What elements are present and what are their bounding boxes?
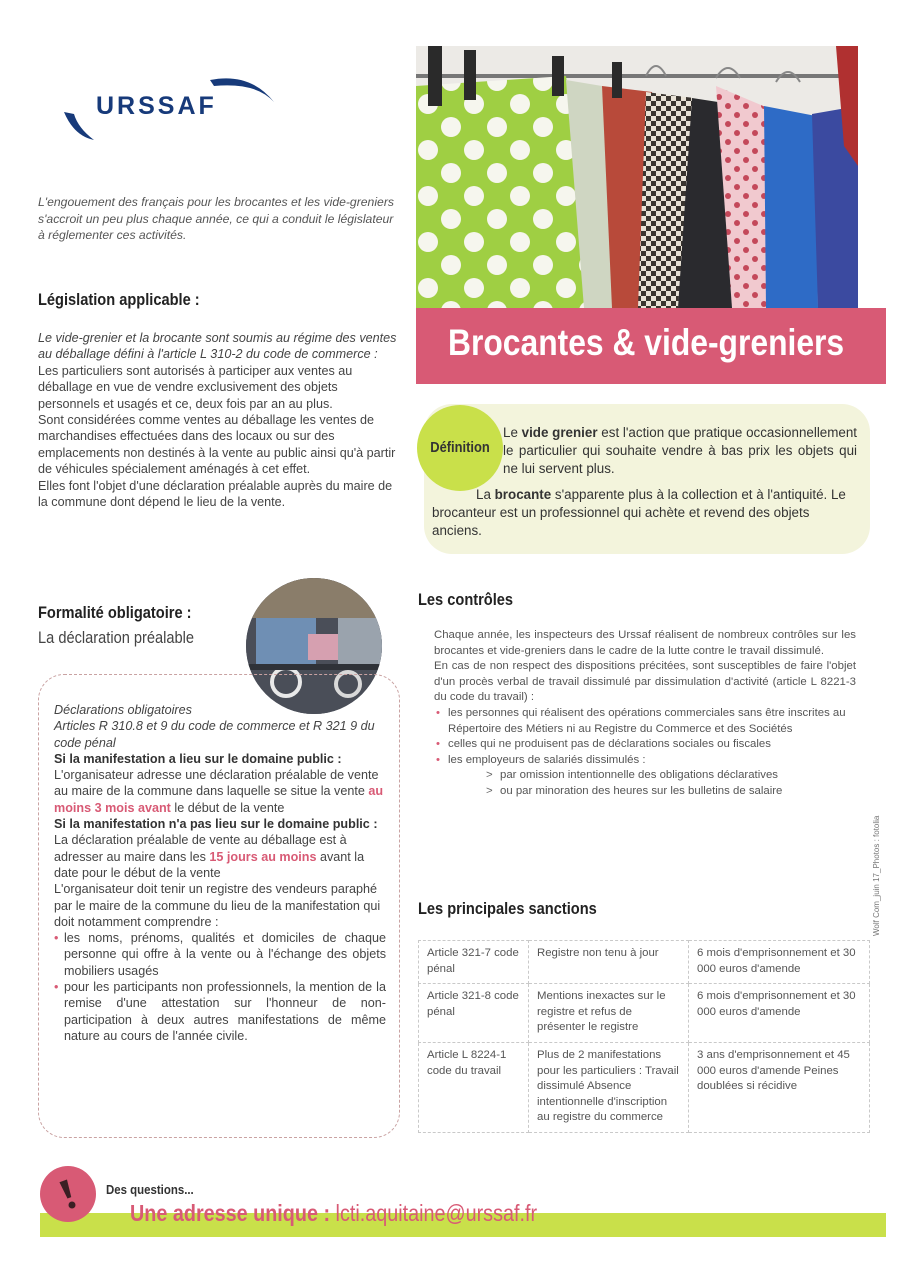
list-item: • pour les participants non professionnels, la mention de la remise d'une attestation sur l'honneur de non-participation à deux autres manifestations de même nature au cours de l'année civile. [54, 979, 386, 1044]
formalite-body [54, 702, 386, 1044]
sanction-article: Article 321-8 code pénal [419, 984, 529, 1043]
nonpublic-deadline: 15 jours au moins [209, 849, 317, 864]
contact-email-link[interactable]: lcti.aquitaine@urssaf.fr [335, 1200, 538, 1226]
def-text: Le [503, 425, 522, 440]
registre-text: L'organisateur doit tenir un registre des vendeurs paraphé par le maire de la commune du lieu de la manifestation qui doit notamment comprendre : [54, 882, 381, 929]
definition-label: Définition [430, 439, 490, 456]
footer-address [130, 1200, 537, 1227]
formalite-subheading: La déclaration préalable [38, 628, 195, 647]
definition-badge [417, 405, 503, 491]
table-row [419, 984, 870, 1043]
nonpublic-text-a: La déclaration préalable de vente au déballage est à adresser au maire dans les [54, 833, 347, 864]
definition-brocante [432, 486, 858, 540]
sanction-motif: Registre non tenu à jour [529, 941, 689, 984]
sanction-article: Article 321-7 code pénal [419, 941, 529, 984]
public-heading: Si la manifestation a lieu sur le domaine public : [54, 751, 342, 766]
list-item: • celles qui ne produisent pas de déclarations sociales ou fiscales [434, 737, 856, 753]
sanction-peine: 3 ans d'emprisonnement et 45 000 euros d'amende Peines doublées si récidive [689, 1042, 870, 1132]
public-text-a: L'organisateur adresse une déclaration préalable de vente au maire de la commune dans laquelle se situe la vente [54, 768, 379, 799]
formalite-heading: Formalité obligatoire : [38, 603, 192, 622]
nonpublic-text-b: avant la date pour le début de la vente [54, 849, 365, 880]
table-row [419, 1042, 870, 1132]
title-band [416, 308, 886, 384]
def-term: brocante [494, 487, 552, 502]
definition-vide-grenier [503, 424, 857, 478]
legislation-p3: Elles font l'objet d'une déclaration préalable auprès du maire de la commune dont dépend le lieu de la vente. [38, 478, 393, 510]
list-item: • les personnes qui réalisent des opérations commerciales sans être inscrites au Répertoire des Métiers ni au Registre du Commerce et des Sociétés [434, 706, 856, 737]
legislation-p1: Les particuliers sont autorisés à participer aux ventes au déballage en vue de vendre exclusivement des objets personnels et usagés et ce, deux fois par an au plus. [38, 363, 353, 411]
controles-p1: Chaque année, les inspecteurs des Urssaf réalisent de nombreux contrôles sur les brocantes et vide-greniers dans le cadre de la lutte contre le travail dissimulé. [434, 629, 856, 657]
public-deadline: au moins 3 mois avant [54, 784, 384, 815]
decl-title: Déclarations obligatoires [54, 703, 192, 717]
registre-list [54, 930, 386, 1044]
decl-ref: Articles R 310.8 et 9 du code de commerce et R 321 9 du code pénal [54, 719, 375, 750]
table-row [419, 941, 870, 984]
controles-list [434, 706, 856, 768]
list-item: • les noms, prénoms, qualités et domiciles de chaque personne qui offre à la vente ou à l'échange des objets mobiliers usagés [54, 930, 386, 979]
legislation-p2: Sont considérées comme ventes au déballage les ventes de marchandises effectuées dans des locaux ou sur des emplacements non destinés à la vente au public ainsi qu'à partir de véhicules spécialement aménagés à cet effet. [38, 413, 396, 477]
def-text: est l'action que pratique occasionnellement le particulier qui souhaite vendre à bas prix les objets qui ne lui servent plus. [503, 425, 858, 476]
def-term: vide grenier [521, 425, 598, 440]
controles-p2: En cas de non respect des dispositions précitées, sont susceptibles de faire l'objet d'un procès verbal de travail dissimulé par dissimulation d'activité (article L 8221-3 du code du travail) : [434, 660, 856, 704]
list-item: • les employeurs de salariés dissimulés : [434, 753, 856, 769]
legislation-intro: Le vide-grenier et la brocante sont soumis au régime des ventes au déballage défini à l'article L 310-2 du code de commerce : [38, 331, 397, 362]
footer-address-label: Une adresse unique : [130, 1200, 331, 1226]
controles-body [434, 628, 856, 800]
footer-badge [40, 1166, 96, 1222]
public-text-b: le début de la vente [170, 800, 285, 815]
nonpublic-text [54, 832, 386, 881]
sanction-peine: 6 mois d'emprisonnement et 30 000 euros d'amende [689, 984, 870, 1043]
page-title: Brocantes & vide-greniers [448, 322, 845, 363]
public-text [54, 767, 386, 816]
clothes-photo-image [416, 46, 858, 308]
list-item: > par omission intentionnelle des obligations déclaratives [486, 768, 856, 784]
exclamation-icon [54, 1178, 82, 1210]
legislation-body [38, 330, 402, 510]
def-text: La [476, 487, 495, 502]
sanction-article: Article L 8224-1 code du travail [419, 1042, 529, 1132]
legislation-heading: Législation applicable : [38, 290, 200, 309]
list-item: > ou par minoration des heures sur les bulletins de salaire [486, 784, 856, 800]
urssaf-logo [60, 68, 280, 148]
controles-sublist [434, 768, 856, 799]
footer-question: Des questions... [106, 1182, 194, 1197]
intro-text: L'engouement des français pour les brocantes et les vide-greniers s'accroit un peu plus chaque année, ce qui a conduit le législateur à réglementer ces activités. [38, 195, 394, 242]
sanctions-table [418, 940, 870, 1133]
sanction-motif: Mentions inexactes sur le registre et refus de présenter le registre [529, 984, 689, 1043]
logo-text: URSSAF [96, 92, 217, 120]
nonpublic-heading: Si la manifestation n'a pas lieu sur le domaine public : [54, 817, 378, 832]
photo-credit: Wolf Com_juin 17_Photos : fotolia [872, 815, 881, 936]
controles-heading: Les contrôles [418, 590, 514, 609]
sanction-peine: 6 mois d'emprisonnement et 30 000 euros d'amende [689, 941, 870, 984]
sanction-motif: Plus de 2 manifestations pour les particuliers : Travail dissimulé Absence intentionnelle d'inscription au registre du commerce [529, 1042, 689, 1132]
def-text: s'apparente plus à la collection et à l'antiquité. Le brocanteur est un professionnel qui achète et revend des objets anciens. [432, 487, 846, 538]
sanctions-heading: Les principales sanctions [418, 899, 597, 918]
clothes-rack-photo [416, 46, 858, 308]
